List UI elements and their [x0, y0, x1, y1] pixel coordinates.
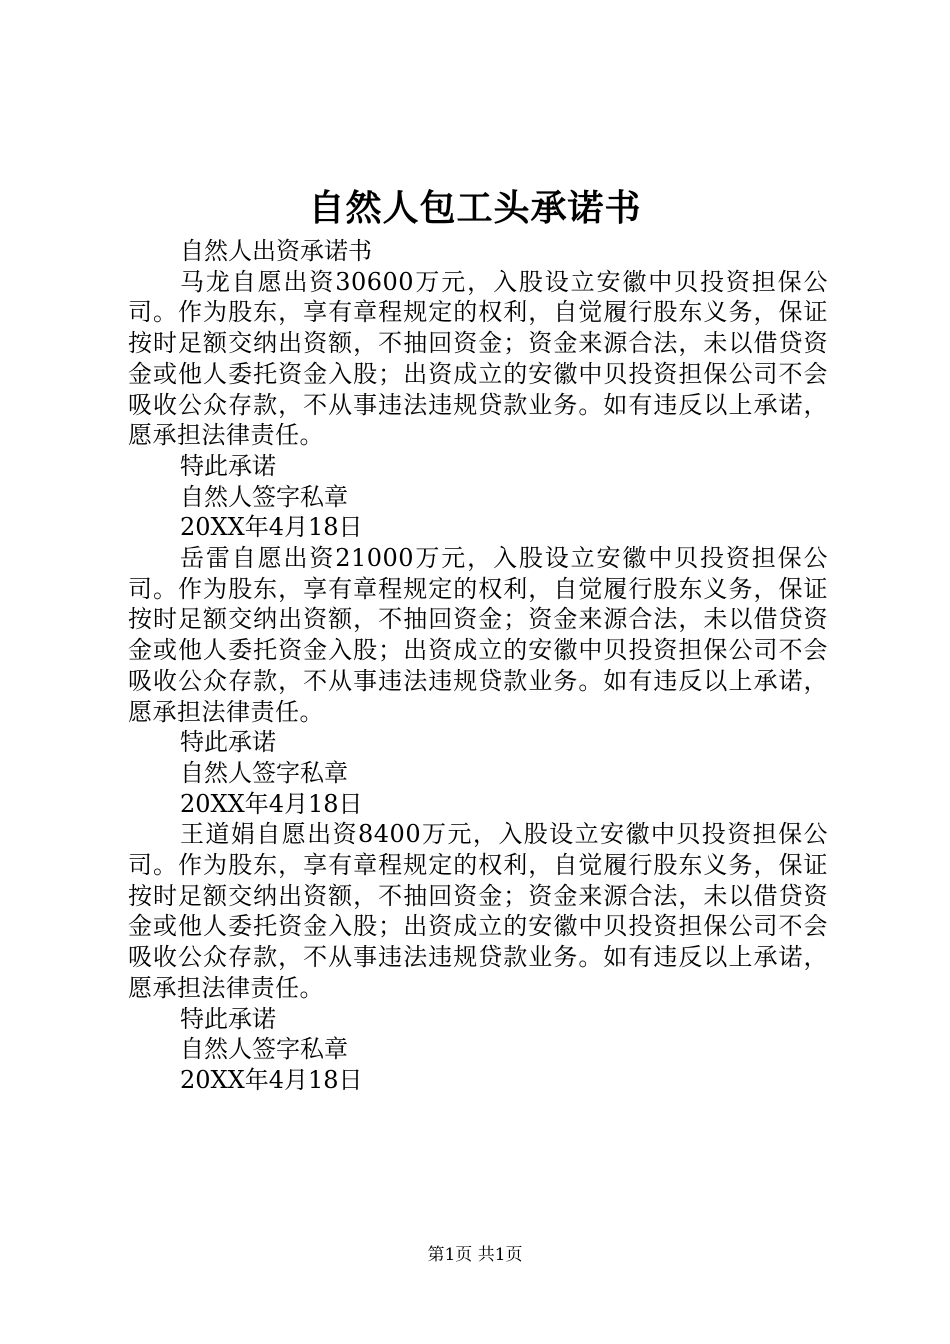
date-line-3: 20XX年4月18日 — [180, 1065, 363, 1094]
closing-line-2: 特此承诺 — [180, 728, 276, 757]
commitment-paragraph-1: 马龙自愿出资30600万元，入股设立安徽中贝投资担保公司。作为股东，享有章程规定的权利，自觉履行股东义务，保证按时足额交纳出资额，不抽回资金；资金来源合法，未以借贷资金或他人委托资金入股；出资成立的安徽中贝投资担保公司不会吸收公众存款，不从事违法违规贷款业务。如有违反以上承诺，愿承担法律责任。 — [128, 267, 828, 450]
date-line-1: 20XX年4月18日 — [180, 513, 363, 542]
document-body — [128, 236, 828, 1096]
signature-line-1: 自然人签字私章 — [180, 482, 348, 511]
document-subtitle: 自然人出资承诺书 — [180, 237, 372, 265]
document-title: 自然人包工头承诺书 — [308, 187, 642, 229]
commitment-paragraph-2: 岳雷自愿出资21000万元，入股设立安徽中贝投资担保公司。作为股东，享有章程规定的权利，自觉履行股东义务，保证按时足额交纳出资额，不抽回资金；资金来源合法，未以借贷资金或他人委托资金入股；出资成立的安徽中贝投资担保公司不会吸收公众存款，不从事违法违规贷款业务。如有违反以上承诺，愿承担法律责任。 — [128, 544, 828, 726]
commitment-paragraph-3: 王道娟自愿出资8400万元，入股设立安徽中贝投资担保公司。作为股东，享有章程规定的权利，自觉履行股东义务，保证按时足额交纳出资额，不抽回资金；资金来源合法，未以借贷资金或他人委托资金入股；出资成立的安徽中贝投资担保公司不会吸收公众存款，不从事违法违规贷款业务。如有违反以上承诺，愿承担法律责任。 — [128, 820, 828, 1002]
page-footer: 第1页 共1页 — [427, 1245, 523, 1265]
date-line-2: 20XX年4月18日 — [180, 789, 363, 818]
signature-line-2: 自然人签字私章 — [180, 758, 348, 787]
closing-line-1: 特此承诺 — [180, 451, 276, 480]
closing-line-3: 特此承诺 — [180, 1004, 276, 1033]
signature-line-3: 自然人签字私章 — [180, 1035, 348, 1064]
